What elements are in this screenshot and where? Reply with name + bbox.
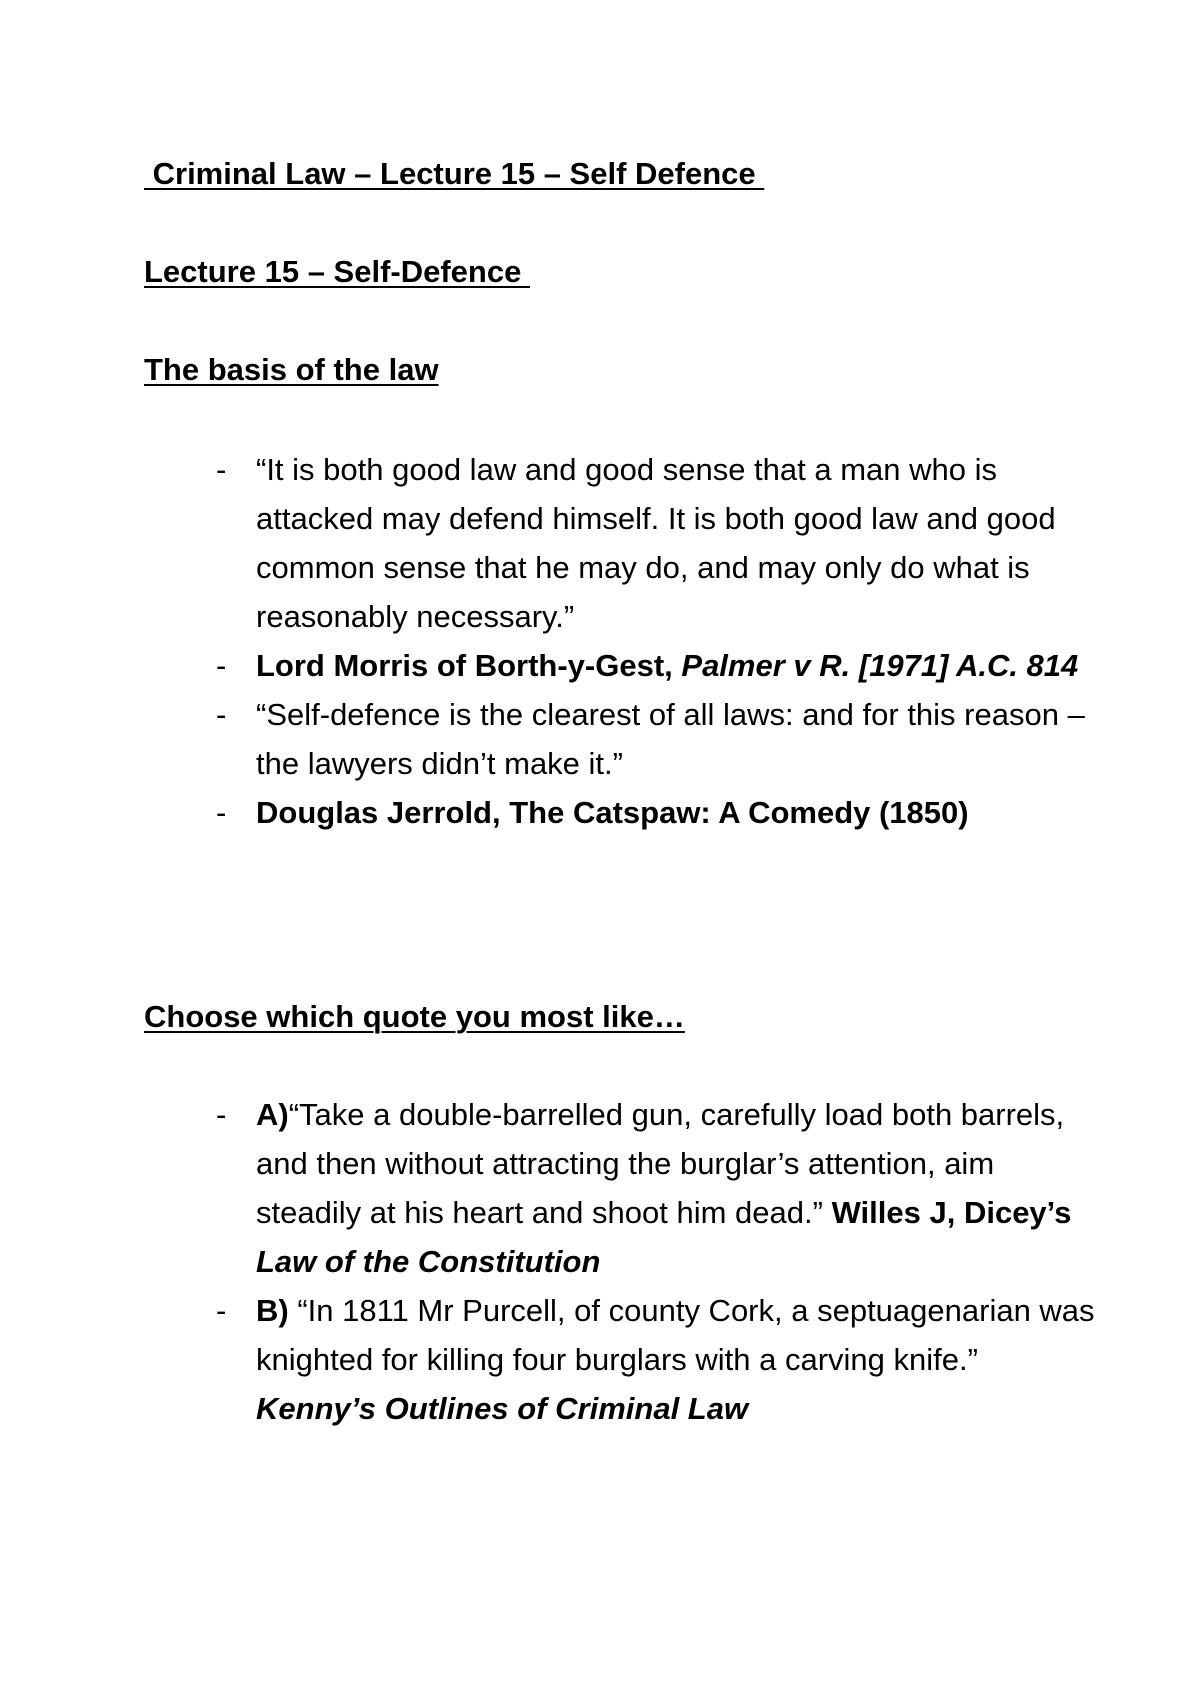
choice-quote-list [216, 1090, 1096, 1433]
list-item [216, 1090, 1096, 1286]
list-item [216, 641, 1096, 690]
option-label: A) [256, 1097, 289, 1132]
list-dash: - [216, 1293, 227, 1328]
list-dash: - [216, 452, 227, 487]
list-dash: - [216, 648, 227, 683]
basis-quote-list [216, 445, 1096, 837]
section-heading-basis: The basis of the law [144, 352, 439, 387]
option-label: B) [256, 1293, 289, 1328]
list-item [216, 690, 1096, 788]
source-title: Law of the Constitution [256, 1244, 601, 1279]
list-item [216, 1286, 1096, 1433]
document-title: Criminal Law – Lecture 15 – Self Defence [144, 156, 765, 191]
lecture-heading: Lecture 15 – Self-Defence [144, 254, 530, 289]
list-item [216, 788, 1096, 837]
list-dash: - [216, 1097, 227, 1132]
list-item [216, 445, 1096, 641]
source-title: Kenny’s Outlines of Criminal Law [256, 1391, 749, 1426]
quote-text: “Take a double-barrelled gun, carefully load both barrels, and then without attracting the burglar’s attention, aim steadily at his heart and shoot him dead.” [256, 1097, 1065, 1230]
quote-text: “Self-defence is the clearest of all laws: and for this reason – the lawyers didn’t make it.” [256, 697, 1085, 781]
quote-text: “It is both good law and good sense that a man who is attacked may defend himself. It is both good law and good common sense that he may do, and may only do what is reasonably necessary.” [256, 452, 1056, 634]
case-citation: Palmer v R. [1971] A.C. 814 [681, 648, 1079, 683]
quote-author: Douglas Jerrold, The Catspaw: A Comedy (1850) [256, 795, 969, 830]
list-dash: - [216, 697, 227, 732]
section-heading-choose: Choose which quote you most like… [144, 999, 685, 1034]
quote-author: Willes J, Dicey’s [831, 1195, 1072, 1230]
quote-text: “In 1811 Mr Purcell, of county Cork, a septuagenarian was knighted for killing four burglars with a carving knife.” [256, 1293, 1095, 1377]
quote-author: Lord Morris of Borth-y-Gest, [256, 648, 682, 683]
list-dash: - [216, 795, 227, 830]
